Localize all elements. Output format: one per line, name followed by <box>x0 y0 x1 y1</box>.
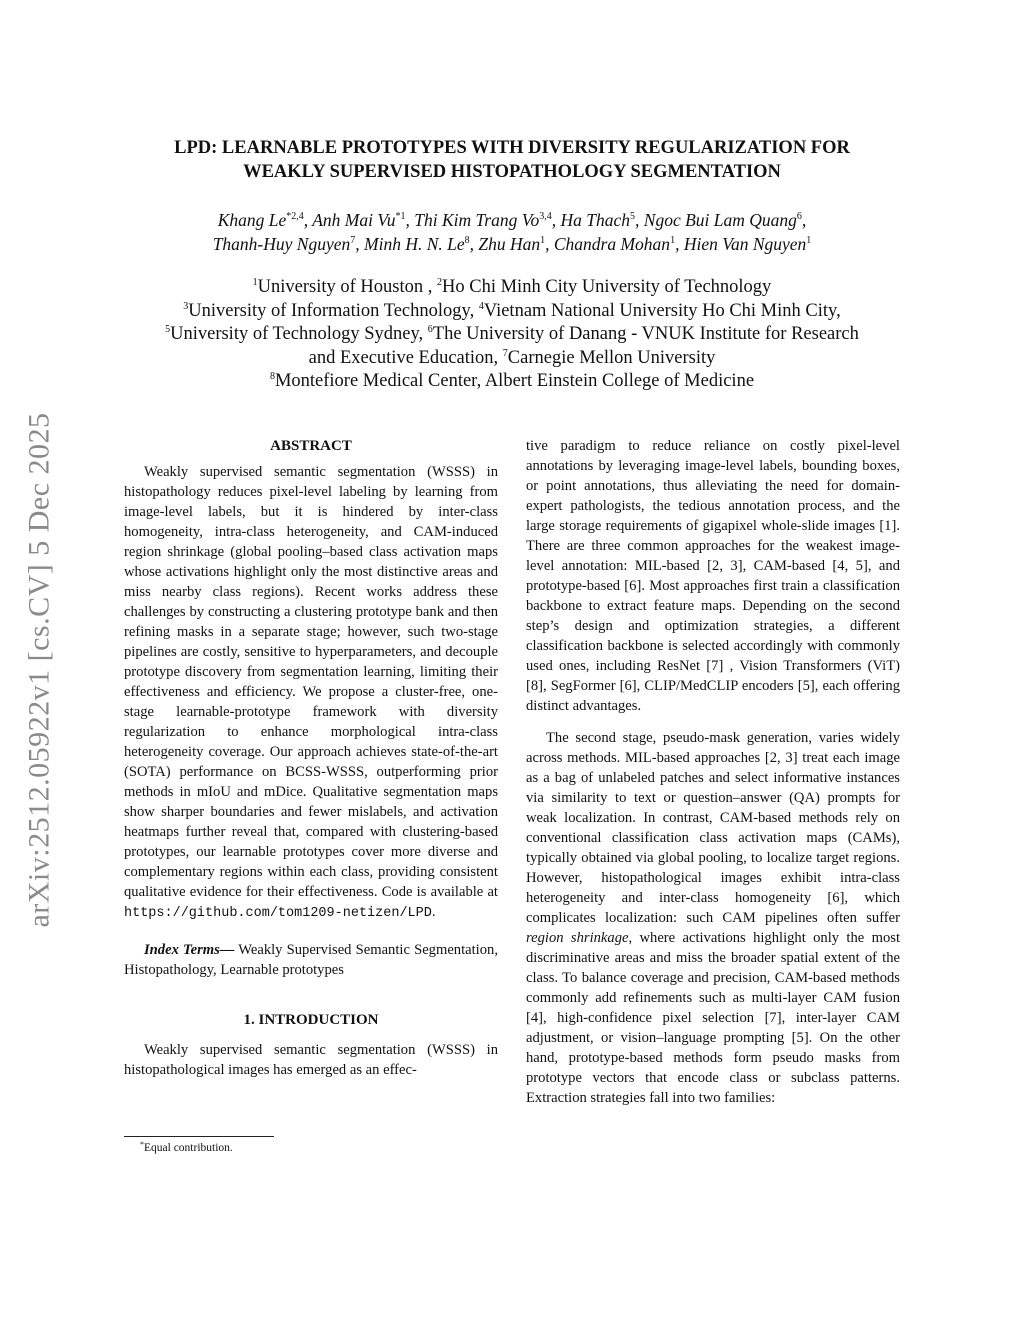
abstract-end: . <box>431 904 436 920</box>
intro-p2-emphasis: region shrinkage <box>526 930 629 946</box>
affil-mark: 3 <box>183 300 189 312</box>
index-terms-text: Weakly Supervised Semantic Segmentation, Histopathology, Learnable prototypes <box>124 942 498 978</box>
affiliation-name: Vietnam National University Ho Chi Minh City, <box>483 300 841 321</box>
intro-paragraph-2 <box>526 728 900 1108</box>
introduction-heading: 1. INTRODUCTION <box>243 1012 379 1028</box>
author-affil-mark: 8 <box>464 235 470 246</box>
author-line-1: Khang Le$^{*2,4}$, Anh Mai Vu$^{*1}$, Thi Kim Trang Vo$^{3,4}$, Ha Thach$^5$, Ngoc Bui Lam Quang$^6$, <box>217 210 807 230</box>
affiliation-list <box>90 276 934 394</box>
author-name: Khang Le <box>217 210 287 230</box>
author-line-2: Thanh-Huy Nguyen$^7$, Minh H. N. Le$^8$, Zhu Han$^1$, Chandra Mohan$^1$, Hien Van Nguyen$^1$ <box>212 234 812 254</box>
title-line-2: WEAKLY SUPERVISED HISTOPATHOLOGY SEGMENTATION <box>243 162 781 182</box>
author-name: Minh H. N. Le <box>364 234 465 254</box>
affiliation-name: University of Information Technology, <box>188 300 475 321</box>
code-link[interactable]: https://github.com/tom1209-netizen/LPD <box>124 906 432 921</box>
affiliation-line-4 <box>90 347 934 371</box>
affiliation-line-2 <box>90 300 934 324</box>
intro-paragraph-start: Weakly supervised semantic segmentation (WSSS) in histopathological images has emerged as an effec- <box>124 1042 498 1078</box>
author-name: Anh Mai Vu <box>312 210 396 230</box>
affil-mark: 6 <box>427 324 433 335</box>
author-affil-mark: 1 <box>806 235 812 246</box>
author-name: Hien Van Nguyen <box>683 234 807 254</box>
abstract-body <box>124 462 498 924</box>
index-terms <box>124 940 498 980</box>
affiliation-line-1 <box>90 276 934 300</box>
author-name: Thi Kim Trang Vo <box>414 210 540 230</box>
author-name: Thanh-Huy Nguyen <box>212 234 351 254</box>
affiliation-name: Montefiore Medical Center, Albert Einstein College of Medicine <box>274 371 755 391</box>
author-name: Ngoc Bui Lam Quang <box>643 210 797 230</box>
author-affil-mark: 1 <box>540 235 546 246</box>
intro-p2-text-cont: , where activations highlight only the most discriminative areas and miss the broader spatial extent of the class. To balance coverage and precision, CAM-based methods commonly add refinements such as multi-layer CAM fusion [4], high-confidence pixel selection [7], inter-layer CAM adjustment, or vision–language prompting [5]. On the other hand, prototype-based methods form pseudo masks from prototype vectors that encode class or subclass patterns. Extraction strategies fall into two families: <box>526 930 900 1106</box>
author-affil-mark: *2,4 <box>286 211 304 222</box>
arxiv-identifier-text: arXiv:2512.05922v1 [cs.CV] 5 Dec 2025 <box>23 412 56 928</box>
footnote-text: Equal contribution. <box>144 1142 233 1154</box>
abstract-heading: ABSTRACT <box>270 438 352 454</box>
intro-p2-text: The second stage, pseudo-mask generation, varies widely across methods. MIL-based approaches [2, 3] treat each image as a bag of unlabeled patches and select informative instances via similarity to text or question–answer (QA) prompts for weak localization. In contrast, CAM-based methods rely on conventional classification class activation maps (CAMs), typically obtained via global pooling, to localize target regions. However, histopathological images exhibit intra-class heterogeneity and inter-class homogeneity [6], which complicates localization: such CAM pipelines often suffer <box>526 730 900 926</box>
affil-mark: 2 <box>437 277 443 288</box>
author-affil-mark: 3,4 <box>539 211 552 222</box>
index-terms-label: Index Terms— <box>144 942 235 958</box>
affiliation-name: Carnegie Mellon University <box>507 347 716 368</box>
affil-mark: 1 <box>252 277 258 288</box>
author-affil-mark: 7 <box>350 235 356 246</box>
author-name: Ha Thach <box>560 210 631 230</box>
arxiv-identifier <box>8 380 72 960</box>
affiliation-name: The University of Danang - VNUK Institute for Research <box>432 324 859 344</box>
abstract-text: Weakly supervised semantic segmentation (WSSS) in histopathology reduces pixel-level labeling by learning from image-level labels, but it is hindered by inter-class homogeneity, intra-class heterogeneity, and CAM-induced region shrinkage (global pooling–based class activation maps whose activations highlight only the most distinctive areas and miss nearby class regions). Recent works address these challenges by constructing a clustering prototype bank and then refining masks in a separate stage; however, such two-stage pipelines are costly, sensitive to hyperparameters, and decouple prototype discovery from segmentation learning, limiting their effectiveness and efficiency. We propose a cluster-free, one-stage learnable-prototype framework with diversity regularization to enhance morphological intra-class heterogeneity coverage. Our approach achieves state-of-the-art (SOTA) performance on BCSS-WSSS, outperforming prior methods in mIoU and mDice. Qualitative segmentation maps show sharper boundaries and fewer mislabels, and activation heatmaps further reveal that, compared with clustering-based prototypes, our learnable prototypes cover more diverse and complementary regions within each class, providing consistent qualitative evidence for their effectiveness. Code is available at <box>124 464 498 900</box>
author-affil-mark: *1 <box>395 211 406 222</box>
affiliation-name: University of Houston , <box>257 277 433 297</box>
footnote-mark: * <box>140 1140 144 1149</box>
affil-mark: 8 <box>269 371 275 382</box>
footnote-rule <box>124 1136 274 1137</box>
footnote <box>140 1140 233 1156</box>
affil-mark: 7 <box>502 347 508 359</box>
left-column <box>124 436 498 1080</box>
author-name: Chandra Mohan <box>553 234 671 254</box>
title-line-1: LPD: LEARNABLE PROTOTYPES WITH DIVERSITY REGULARIZATION FOR <box>174 138 850 158</box>
author-affil-mark: 6 <box>796 211 802 222</box>
author-affil-mark: 1 <box>670 235 676 246</box>
author-affil-mark: 5 <box>630 211 636 222</box>
affiliation-line-3 <box>90 323 934 347</box>
paper-title <box>120 136 904 184</box>
affiliation-name: and Executive Education, <box>308 347 499 368</box>
affiliation-name: Ho Chi Minh City University of Technology <box>442 277 772 297</box>
affil-mark: 5 <box>165 324 171 335</box>
right-column <box>526 436 900 1108</box>
affiliation-name: University of Technology Sydney, <box>170 324 424 344</box>
author-list <box>100 208 924 256</box>
affiliation-line-5 <box>90 370 934 394</box>
author-name: Zhu Han <box>478 234 541 254</box>
intro-paragraph-continued: tive paradigm to reduce reliance on costly pixel-level annotations by leveraging image-level labels, bounding boxes, or point annotations, thus alleviating the need for domain-expert pathologists, the tedious annotation process, and the large storage requirements of gigapixel whole-slide images [1]. There are three common approaches for the weakest image-level annotation: MIL-based [2, 3], CAM-based [4, 5], and prototype-based [6]. Most approaches first train a classification backbone to extract feature maps. Depending on the second step’s design and optimization strategies, a different classification backbone is selected accordingly with commonly used ones, including ResNet [7] , Vision Transformers (ViT) [8], SegFormer [6], CLIP/MedCLIP encoders [5], each offering distinct advantages. <box>526 438 900 714</box>
affil-mark: 4 <box>478 300 484 312</box>
